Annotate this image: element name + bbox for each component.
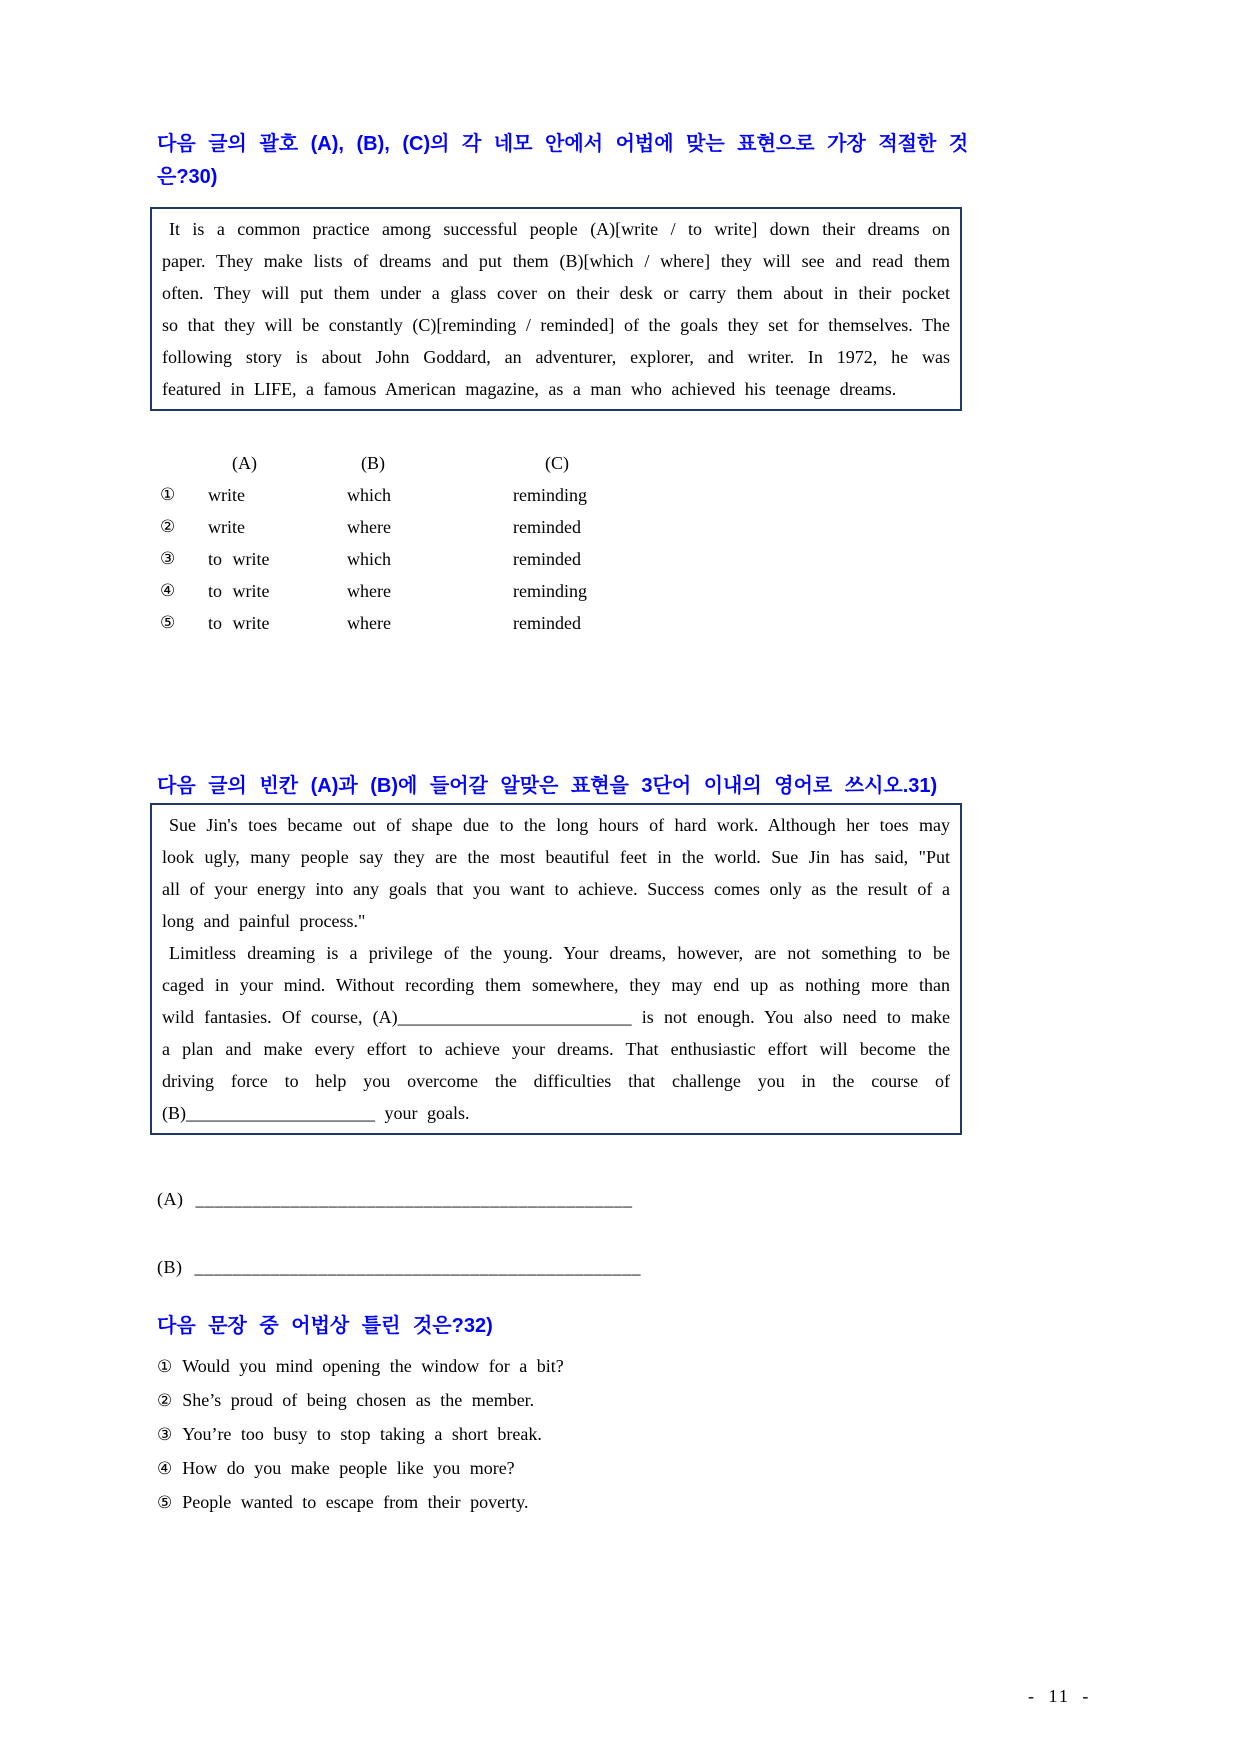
choice-number: ⑤: [160, 613, 176, 633]
option-number: ⑤: [157, 1493, 173, 1513]
choice-b: where: [347, 613, 391, 633]
option-3: [157, 1418, 1240, 1452]
answer-line-a: [157, 1183, 1240, 1215]
question-30-section: [0, 128, 1240, 639]
answer-line-b: [157, 1251, 1240, 1283]
question-32-heading: 다음 문장 중 어법상 틀린 것은?32): [157, 1315, 493, 1337]
choice-c: reminding: [513, 485, 587, 505]
choice-a: write: [208, 485, 245, 505]
question-32-options: [157, 1350, 1240, 1520]
option-text: She’s proud of being chosen as the member.: [182, 1390, 535, 1410]
option-4: [157, 1452, 1240, 1486]
question-31-heading: 다음 글의 빈칸 (A)과 (B)에 들어갈 알맞은 표현을 3단어 이내의 영어로 쓰시오.31): [157, 775, 938, 797]
choice-table-header-spacer: [160, 447, 208, 479]
answer-line-b-blank: _______________________________________________: [194, 1257, 641, 1277]
option-text: You’re too busy to stop taking a short break.: [182, 1424, 542, 1444]
choice-b: where: [347, 517, 391, 537]
answer-line-b-label: (B): [157, 1257, 183, 1277]
choice-b: which: [347, 485, 391, 505]
option-2: [157, 1384, 1240, 1418]
question-31-passage-box: [150, 803, 962, 1135]
question-32-section: [0, 1310, 1240, 1520]
choice-row-3: [160, 543, 1240, 575]
choice-row-1: [160, 479, 1240, 511]
choice-c: reminded: [513, 517, 581, 537]
answer-line-a-blank: ______________________________________________: [195, 1189, 633, 1209]
choice-a: write: [208, 517, 245, 537]
choice-c: reminding: [513, 581, 587, 601]
choice-number: ③: [160, 549, 176, 569]
option-text: How do you make people like you more?: [182, 1458, 515, 1478]
question-30-choice-table: [160, 447, 1240, 639]
choice-row-2: [160, 511, 1240, 543]
option-number: ①: [157, 1357, 173, 1377]
choice-a: to write: [208, 581, 270, 601]
choice-table-header-a: (A): [232, 453, 257, 473]
choice-table-header-b: (B): [361, 453, 385, 473]
choice-table-header: [160, 447, 1240, 479]
option-text: Would you mind opening the window for a bit?: [182, 1356, 564, 1376]
choice-number: ①: [160, 485, 176, 505]
choice-row-4: [160, 575, 1240, 607]
option-number: ③: [157, 1425, 173, 1445]
choice-b: where: [347, 581, 391, 601]
choice-number: ②: [160, 517, 176, 537]
choice-c: reminded: [513, 549, 581, 569]
question-30-passage-text: It is a common practice among successful people (A)[write / to write] down their dreams on paper. They make lists of dreams and put them (B)[which / where] they will see and read them often. They will put them under a glass cover on their desk or carry them about in their pocket so that they will be constantly (C)[reminding / reminded] of the goals they set for themselves. The following story is about John Goddard, an adventurer, explorer, and writer. In 1972, he was featured in LIFE, a famous American magazine, as a man who achieved his teenage dreams.: [162, 219, 950, 399]
question-30-heading: 다음 글의 괄호 (A), (B), (C)의 각 네모 안에서 어법에 맞는 표현으로 가장 적절한 것은?30): [157, 133, 969, 188]
option-number: ②: [157, 1391, 173, 1411]
option-1: [157, 1350, 1240, 1384]
choice-b: which: [347, 549, 391, 569]
question-31-section: [0, 770, 1240, 1283]
choice-table-header-c: (C): [545, 453, 569, 473]
question-30-passage-box: [150, 207, 962, 411]
question-31-passage-paragraph-2: Limitless dreaming is a privilege of the young. Your dreams, however, are not something to be caged in your mind. Without recording them somewhere, they may end up as nothing more than wild fantasies. Of course, (A)__________________________ is not enough. You also need to make a plan and make every effort to achieve your dreams. That enthusiastic effort will become the driving force to help you overcome the difficulties that challenge you in the course of (B)_____________________ your goals.: [162, 943, 950, 1123]
answer-line-a-label: (A): [157, 1189, 184, 1209]
choice-row-5: [160, 607, 1240, 639]
choice-c: reminded: [513, 613, 581, 633]
choice-a: to write: [208, 613, 270, 633]
option-number: ④: [157, 1459, 173, 1479]
option-text: People wanted to escape from their poverty.: [182, 1492, 529, 1512]
choice-a: to write: [208, 549, 270, 569]
option-5: [157, 1486, 1240, 1520]
page-number: - 11 -: [1028, 1686, 1091, 1706]
question-31-passage-paragraph-1: Sue Jin's toes became out of shape due to the long hours of hard work. Although her toes may look ugly, many people say they are the most beautiful feet in the world. Sue Jin has said, "Put all of your energy into any goals that you want to achieve. Success comes only as the result of a long and painful process.": [162, 815, 950, 931]
choice-number: ④: [160, 581, 176, 601]
